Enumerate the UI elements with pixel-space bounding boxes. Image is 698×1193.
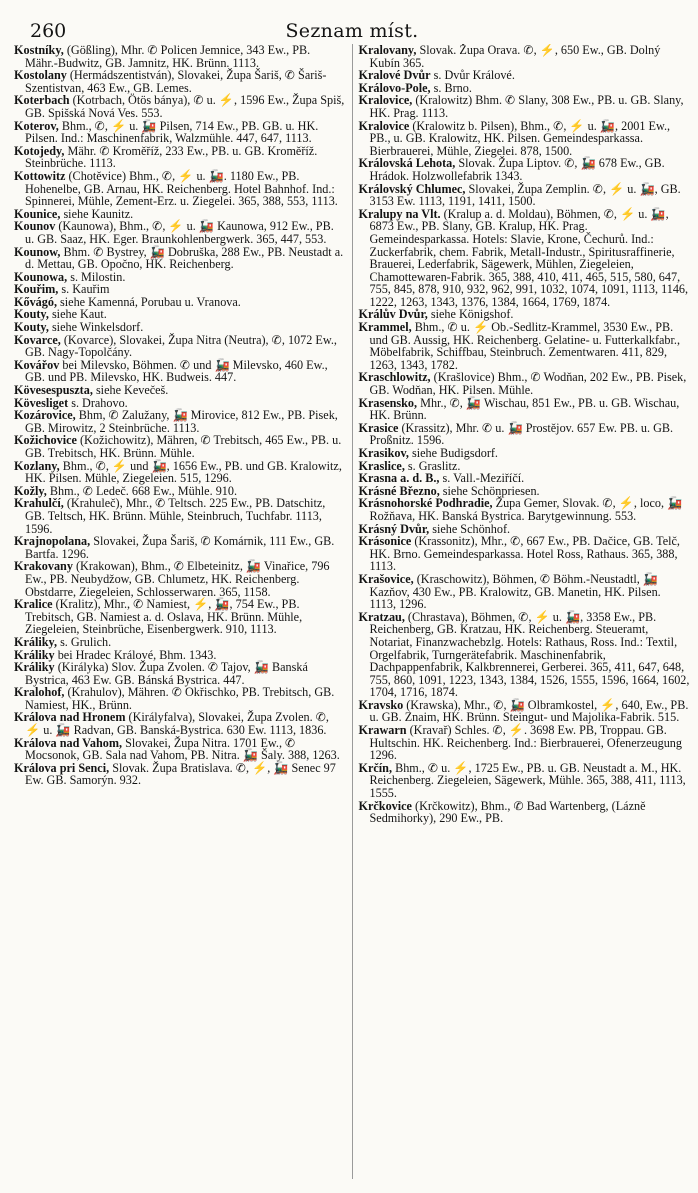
place-details: (Gößling), Mhr. ✆ Policen Jemnice, 343 Ew., PB. Mähr.-Budwitz, GB. Jamnitz, HK. Brünn. 1113. (25, 44, 311, 70)
place-name: Kraschlowitz, (358, 370, 431, 385)
place-details: s. Graslitz. (407, 458, 461, 473)
place-entry (14, 120, 346, 145)
place-details: siehe Kaut. (51, 307, 107, 322)
place-name: Královo-Pole, (358, 80, 431, 95)
place-name: Krásný Dvůr, (358, 521, 430, 536)
place-name: Krammel, (358, 320, 412, 335)
place-details: (Hermádszentistván), Slovakei, Župa Šariš, ✆ Šariš-Szentistvan, 463 Ew., GB. Lemes. (25, 68, 327, 95)
place-details: Slovakei, Župa Nitra. 1701 Ew., ✆ Mocsonok, GB. Sala nad Vahom, PB. Nitra. 🚂 Šaly. 388, 1263. (25, 735, 340, 763)
left-column (14, 44, 346, 1179)
place-entry (359, 321, 691, 371)
place-entry (14, 69, 346, 94)
place-details: (Kožichowitz), Mähren, ✆ Trebitsch, 465 Ew., PB. u. GB. Trebitsch, HK. Brünn. Mühle. (25, 433, 342, 460)
place-name: Krásné Březno, (358, 483, 440, 498)
place-name: Kozárovice, (14, 408, 76, 423)
place-entry (359, 573, 691, 611)
place-details: siehe Schönhof. (432, 521, 511, 536)
place-details: (Krašlovice) Bhm., ✆ Wodňan, 202 Ew., PB. Pisek, GB. Wodňan, HK. Pilsen. Mühle. (369, 370, 687, 398)
place-details: Slovak. Župa Liptov. ✆, 🚂 678 Ew., GB. Hrádok. Holzwollefabrik 1343. (369, 156, 665, 183)
place-name: Krásonice (358, 534, 412, 549)
place-entry (14, 535, 346, 560)
place-name: Královská Lehota, (358, 156, 456, 171)
place-details: Bhm., ✆ u. ⚡, 1725 Ew., PB. u. GB. Neustadt a. M., HK. Reichenberg. Ziegeleien, Sägewerk, Mühle. 365, 388, 411, 1113, 1555. (369, 760, 686, 801)
place-name: Kovářov (14, 357, 60, 372)
place-name: Koterbach (14, 93, 70, 108)
place-details: Bhm, ✆ Zalužany, 🚂 Mirovice, 812 Ew., PB. Pisek, GB. Mirowitz, 2 Steinbrüche. 1113. (25, 408, 338, 435)
place-details: Bhm., ✆, ⚡ u. 🚂 Pilsen, 714 Ew., PB. GB. u. HK. Pilsen. Ind.: Maschinenfabrik, Walzmühle. 447, 647, 1113. (25, 118, 319, 146)
two-column-listing (14, 44, 690, 1179)
place-entry (359, 183, 691, 208)
place-name: Krasna a. d. B., (358, 471, 440, 486)
place-entry (14, 44, 346, 69)
place-entry (14, 145, 346, 170)
place-details: s. Kauřim (61, 282, 110, 297)
place-name: Krahulčí, (14, 496, 64, 511)
place-entry (14, 460, 346, 485)
place-details: (Krassonitz), Mhr., ✆, 667 Ew., PB. Dačice, GB. Telč, HK. Brno. Gemeindesparkassa. Hotel Ross, Rathaus. 365, 388, 1113. (369, 534, 680, 574)
place-entry (359, 157, 691, 182)
place-entry (359, 724, 691, 762)
place-name: Kralupy na Vlt. (358, 206, 441, 221)
place-details: bei Milevsko, Böhmen. ✆ und 🚂 Milevsko, 460 Ew., GB. und PB. Milevsko, HK. Budweis. 447. (25, 357, 328, 385)
place-details: Bhm. ✆ Bystrey, 🚂 Dobruška, 288 Ew., PB. Neustadt a. d. Mettau, GB. Opočno, HK. Reichenberg. (25, 244, 344, 272)
place-name: Kounice, (14, 206, 61, 221)
place-name: Kouty, (14, 320, 49, 335)
place-details: Mhr., ✆, 🚂 Wischau, 851 Ew., PB. u. GB. Wischau, HK. Brünn. (369, 395, 680, 423)
place-name: Kotojedy, (14, 143, 65, 158)
place-details: (Kraschowitz), Böhmen, ✆ Böhm.-Neustadtl, 🚂 Kazňov, 430 Ew., PB. Kralowitz, GB. Manetin, HK. Pilsen. 1113, 1296. (369, 571, 661, 612)
place-entry (14, 762, 346, 787)
place-details: Bhm., ✆, ⚡ und 🚂, 1656 Ew., PB. und GB. Kralowitz, HK. Pilsen. Mühle, Ziegeleien. 515, 1296. (25, 458, 342, 486)
place-entry (14, 359, 346, 384)
place-name: Králova nad Hronem (14, 710, 126, 725)
place-entry (14, 334, 346, 359)
place-name: Kralovany, (358, 44, 417, 57)
page-number: 260 (30, 20, 67, 42)
place-name: Kővágó, (14, 294, 57, 309)
place-entry (359, 497, 691, 522)
place-details: siehe Winkelsdorf. (51, 320, 144, 335)
place-name: Kralice (14, 597, 53, 612)
place-details: siehe Schönpriesen. (442, 483, 540, 498)
place-details: (Kralowitz b. Pilsen), Bhm., ✆, ⚡ u. 🚂, 2001 Ew., PB., u. GB. Kralowitz, HK. Pilsen. Gemeindesparkassa. Bierbrauerei, Mühle, Ziegelei. 878, 1500. (369, 118, 671, 158)
place-details: Slovakei, Župa Zemplin. ✆, ⚡ u. 🚂, GB. 3153 Ew. 1113, 1191, 1411, 1500. (369, 181, 681, 209)
place-name: Koterov, (14, 118, 59, 133)
place-name: Kostníky, (14, 44, 64, 57)
place-details: (Kralup a. d. Moldau), Böhmen, ✆, ⚡ u. 🚂, 6873 Ew., PB. Slany, GB. Kralup, HK. Prag. Gemeindesparkassa. Hotels: Slavie, Krone, Čechurů. Ind.: Zuckerfabrik, chem. Fabrik, Metall-Industr., Spiritusraffinerie, Brauerei, Lederfabrik, Sägewerk, Mühlen, Ziegeleien, Chamottewaren-Fabrik. 365, 388, 410, 411, 465, 515, 580, 647, 755, 845, 878, 910, 932, 962, 991, 1032, 1074, 1091, 1113, 1146, 1222, 1263, 1343, 1376, 1384, 1664, 1769, 1874. (369, 206, 689, 309)
place-entry (14, 711, 346, 736)
place-details: siehe Königshof. (430, 307, 514, 322)
place-entry (14, 686, 346, 711)
place-details: (Krawska), Mhr., ✆, 🚂 Olbramkostel, ⚡, 640, Ew., PB. u. GB. Znaim, HK. Brünn. Steingut- und Majolika-Fabrik. 515. (369, 697, 689, 725)
place-entry (359, 699, 691, 724)
place-name: Krčín, (358, 760, 393, 775)
place-name: Kovarce, (14, 332, 61, 347)
place-name: Kottowitz (14, 168, 66, 183)
place-details: s. Brno. (433, 80, 472, 95)
place-details: siehe Kamenná, Porubau u. Vranova. (60, 294, 241, 309)
place-name: Kožly, (14, 483, 47, 498)
place-name: Krašovice, (358, 571, 414, 586)
place-details: s. Milostin. (70, 269, 126, 284)
place-entry (14, 598, 346, 636)
place-details: Bhm., ✆ u. ⚡ Ob.-Sedlitz-Krammel, 3530 Ew., PB. und GB. Aussig, HK. Reichenberg. Gelatine- u. Futterkalkfabr., Möbelfabrik, Schiffbau, Steinbruch. Zementwaren. 411, 829, 1263, 1343, 1782. (369, 320, 680, 372)
place-details: s. Drahovo. (71, 395, 128, 410)
place-name: Králiky (14, 647, 55, 662)
place-entry (359, 800, 691, 825)
place-name: Kralové Dvůr (358, 68, 431, 83)
right-column (352, 44, 691, 1179)
place-name: Kratzau, (358, 609, 405, 624)
place-name: Krakovany (14, 559, 73, 574)
place-entry (14, 434, 346, 459)
place-name: Kravsko (358, 697, 404, 712)
place-entry (14, 220, 346, 245)
place-name: Králiky, (14, 634, 58, 649)
place-details: (Chotěvice) Bhm., ✆, ⚡ u. 🚂. 1180 Ew., PB. Hohenelbe, GB. Arnau, HK. Reichenberg. Hotel Bahnhof. Ind.: Spinnerei, Mühle, Zement-Erz. u. Ziegelei. 365, 388, 553, 1113. (25, 168, 338, 209)
place-name: Kraslice, (358, 458, 405, 473)
place-details: (Krakowan), Bhm., ✆ Elbeteinitz, 🚂 Vinařice, 796 Ew., PB. Neubydžow, GB. Chlumetz, HK. Reichenberg. Obstdarre, Ziegeleien, Schlosserwaren. 365, 1158. (25, 559, 330, 599)
place-entry (14, 661, 346, 686)
place-entry (14, 560, 346, 598)
place-entry (359, 422, 691, 447)
place-name: Krčkovice (358, 798, 412, 813)
place-entry (359, 208, 691, 309)
place-entry (359, 762, 691, 800)
place-details: (Királyfalva), Slovakei, Župa Zvolen. ✆, ⚡ u. 🚂 Radvan, GB. Banská-Bystrica. 630 Ew. 1113, 1836. (25, 710, 329, 738)
place-details: (Krassitz), Mhr. ✆ u. 🚂 Prostějov. 657 Ew. PB. u. GB. Proßnitz. 1596. (369, 420, 674, 448)
place-entry (14, 409, 346, 434)
place-entry (14, 94, 346, 119)
place-details: (Kotrbach, Ötös bánya), ✆ u. ⚡, 1596 Ew., Župa Spiš, GB. Spišská Nová Ves. 553. (25, 93, 345, 120)
place-name: Krajnopolana, (14, 534, 91, 549)
place-details: (Krčkowitz), Bhm., ✆ Bad Wartenberg, (Lázně Sedmihorky), 290 Ew., PB. (369, 798, 646, 826)
place-name: Kounowa, (14, 269, 68, 284)
place-details: (Királyka) Slov. Župa Zvolen. ✆ Tajov, 🚂 Banská Bystrica, 463 Ew. GB. Bánská Bystrica. 447. (25, 660, 308, 687)
place-name: Kostolany (14, 68, 67, 83)
place-entry (14, 497, 346, 535)
place-details: Mähr. ✆ Kroměříž, 233 Ew., PB. u. GB. Kroměříž. Steinbrüche. 1113. (25, 143, 318, 171)
place-details: Slovak. Župa Orava. ✆, ⚡, 650 Ew., GB. Dolný Kubín 365. (369, 44, 661, 70)
place-entry (14, 737, 346, 762)
place-details: Župa Gemer, Slovak. ✆, ⚡, loco, 🚂 Rožňava, HK. Banská Bystrica. Barytgewinnung. 553. (369, 496, 683, 523)
place-name: Kövesliget (14, 395, 69, 410)
place-details: (Kralowitz) Bhm. ✆ Slany, 308 Ew., PB. u. GB. Slany, HK. Prag. 1113. (369, 93, 684, 120)
place-name: Kounow, (14, 244, 61, 259)
place-details: s. Dvůr Králové. (433, 68, 515, 83)
place-details: s. Vall.-Meziříčí. (442, 471, 525, 486)
place-details: s. Grulich. (60, 634, 112, 649)
place-name: Králova nad Vahom, (14, 735, 123, 750)
place-name: Krásnohorské Podhradie, (358, 496, 493, 511)
place-name: Krasensko, (358, 395, 418, 410)
place-entry (359, 535, 691, 573)
page-header (14, 14, 690, 44)
place-details: siehe Kaunitz. (63, 206, 134, 221)
place-name: Králiky (14, 660, 55, 675)
place-entry (359, 611, 691, 699)
place-details: siehe Kevečeš. (95, 383, 169, 398)
place-details: Slovak. Župa Bratislava. ✆, ⚡, 🚂 Senec 97 Ew. GB. Samorýn. 932. (25, 760, 336, 788)
place-name: Kouřim, (14, 282, 59, 297)
place-name: Královský Chlumec, (358, 181, 466, 196)
place-details: (Kralitz), Mhr., ✆ Namiest, ⚡, 🚂, 754 Ew., PB. Trebitsch, GB. Namiest a. d. Oslava, HK. Brünn. Mühle, Ziegeleien, Steinbrüche, Eisenbergwerk. 910, 1113. (25, 597, 303, 637)
place-entry (359, 94, 691, 119)
place-details: (Kaunowa), Bhm., ✆, ⚡ u. 🚂 Kaunowa, 912 Ew., PB. u. GB. Saaz, HK. Eger. Braunkohlenbergwerk. 365, 447, 553. (25, 219, 334, 246)
place-entry (14, 246, 346, 271)
place-name: Kouty, (14, 307, 49, 322)
place-details: (Krahulov), Mähren. ✆ Okřischko, PB. Trebitsch, GB. Namiest, HK., Brünn. (25, 685, 335, 712)
place-details: Slovakei, Župa Šariš, ✆ Komárnik, 111 Ew., GB. Bartfa. 1296. (25, 534, 335, 561)
place-entry (359, 120, 691, 158)
place-name: Králova pri Senci, (14, 760, 110, 775)
place-details: siehe Budigsdorf. (412, 446, 498, 460)
place-name: Kövesespuszta, (14, 383, 93, 398)
place-entry (14, 170, 346, 208)
place-name: Krasice (358, 420, 399, 435)
place-details: Bhm., ✆ Ledeč. 668 Ew., Mühle. 910. (49, 483, 238, 498)
place-details: (Kravař) Schles. ✆, ⚡. 3698 Ew. PB, Troppau. GB. Hultschin. HK. Reichenberg. Ind.: Bierbrauerei, Ofenerzeugung 1296. (369, 723, 682, 763)
place-entry (359, 371, 691, 396)
place-name: Kožichovice (14, 433, 77, 448)
place-name: Kozlany, (14, 458, 60, 473)
place-name: Kralohof, (14, 685, 65, 700)
place-name: Kralovice, (358, 93, 413, 108)
place-name: Krawarn (358, 723, 407, 738)
place-name: Krasikov, (358, 446, 409, 460)
place-details: (Kovarce), Slovakei, Župa Nitra (Neutra), ✆, 1072 Ew., GB. Nagy-Topolčány. (25, 332, 337, 360)
place-entry (359, 44, 691, 69)
place-name: Kralovice (358, 118, 410, 133)
place-details: (Chrastava), Böhmen, ✆, ⚡ u. 🚂, 3358 Ew., PB. Reichenberg, GB. Kratzau, HK. Reichenberg. Steueramt, Notariat, Finanzwachebzlg. Hotels: Rathaus, Ross. Ind.: Textil, Orgelfabrik, Turngerätefabrik. Maschinenfabrik, Dachpappenfabrik, Kalkbrennerei, Gerberei. 365, 411, 647, 648, 755, 860, 1091, 1223, 1343, 1384, 1526, 1555, 1596, 1664, 1602, 1704, 1716, 1874. (369, 609, 690, 700)
place-name: Králův Dvůr, (358, 307, 428, 322)
running-title: Seznam míst. (285, 20, 419, 42)
place-name: Kounov (14, 219, 56, 234)
place-details: (Krahuleč), Mhr., ✆ Teltsch. 225 Ew., PB. Datschitz, GB. Teltsch, HK. Brünn. Mühle, Steinbruch, Tuchfabr. 1113, 1596. (25, 496, 326, 536)
place-details: bei Hradec Králové, Bhm. 1343. (57, 647, 217, 662)
place-entry (359, 397, 691, 422)
